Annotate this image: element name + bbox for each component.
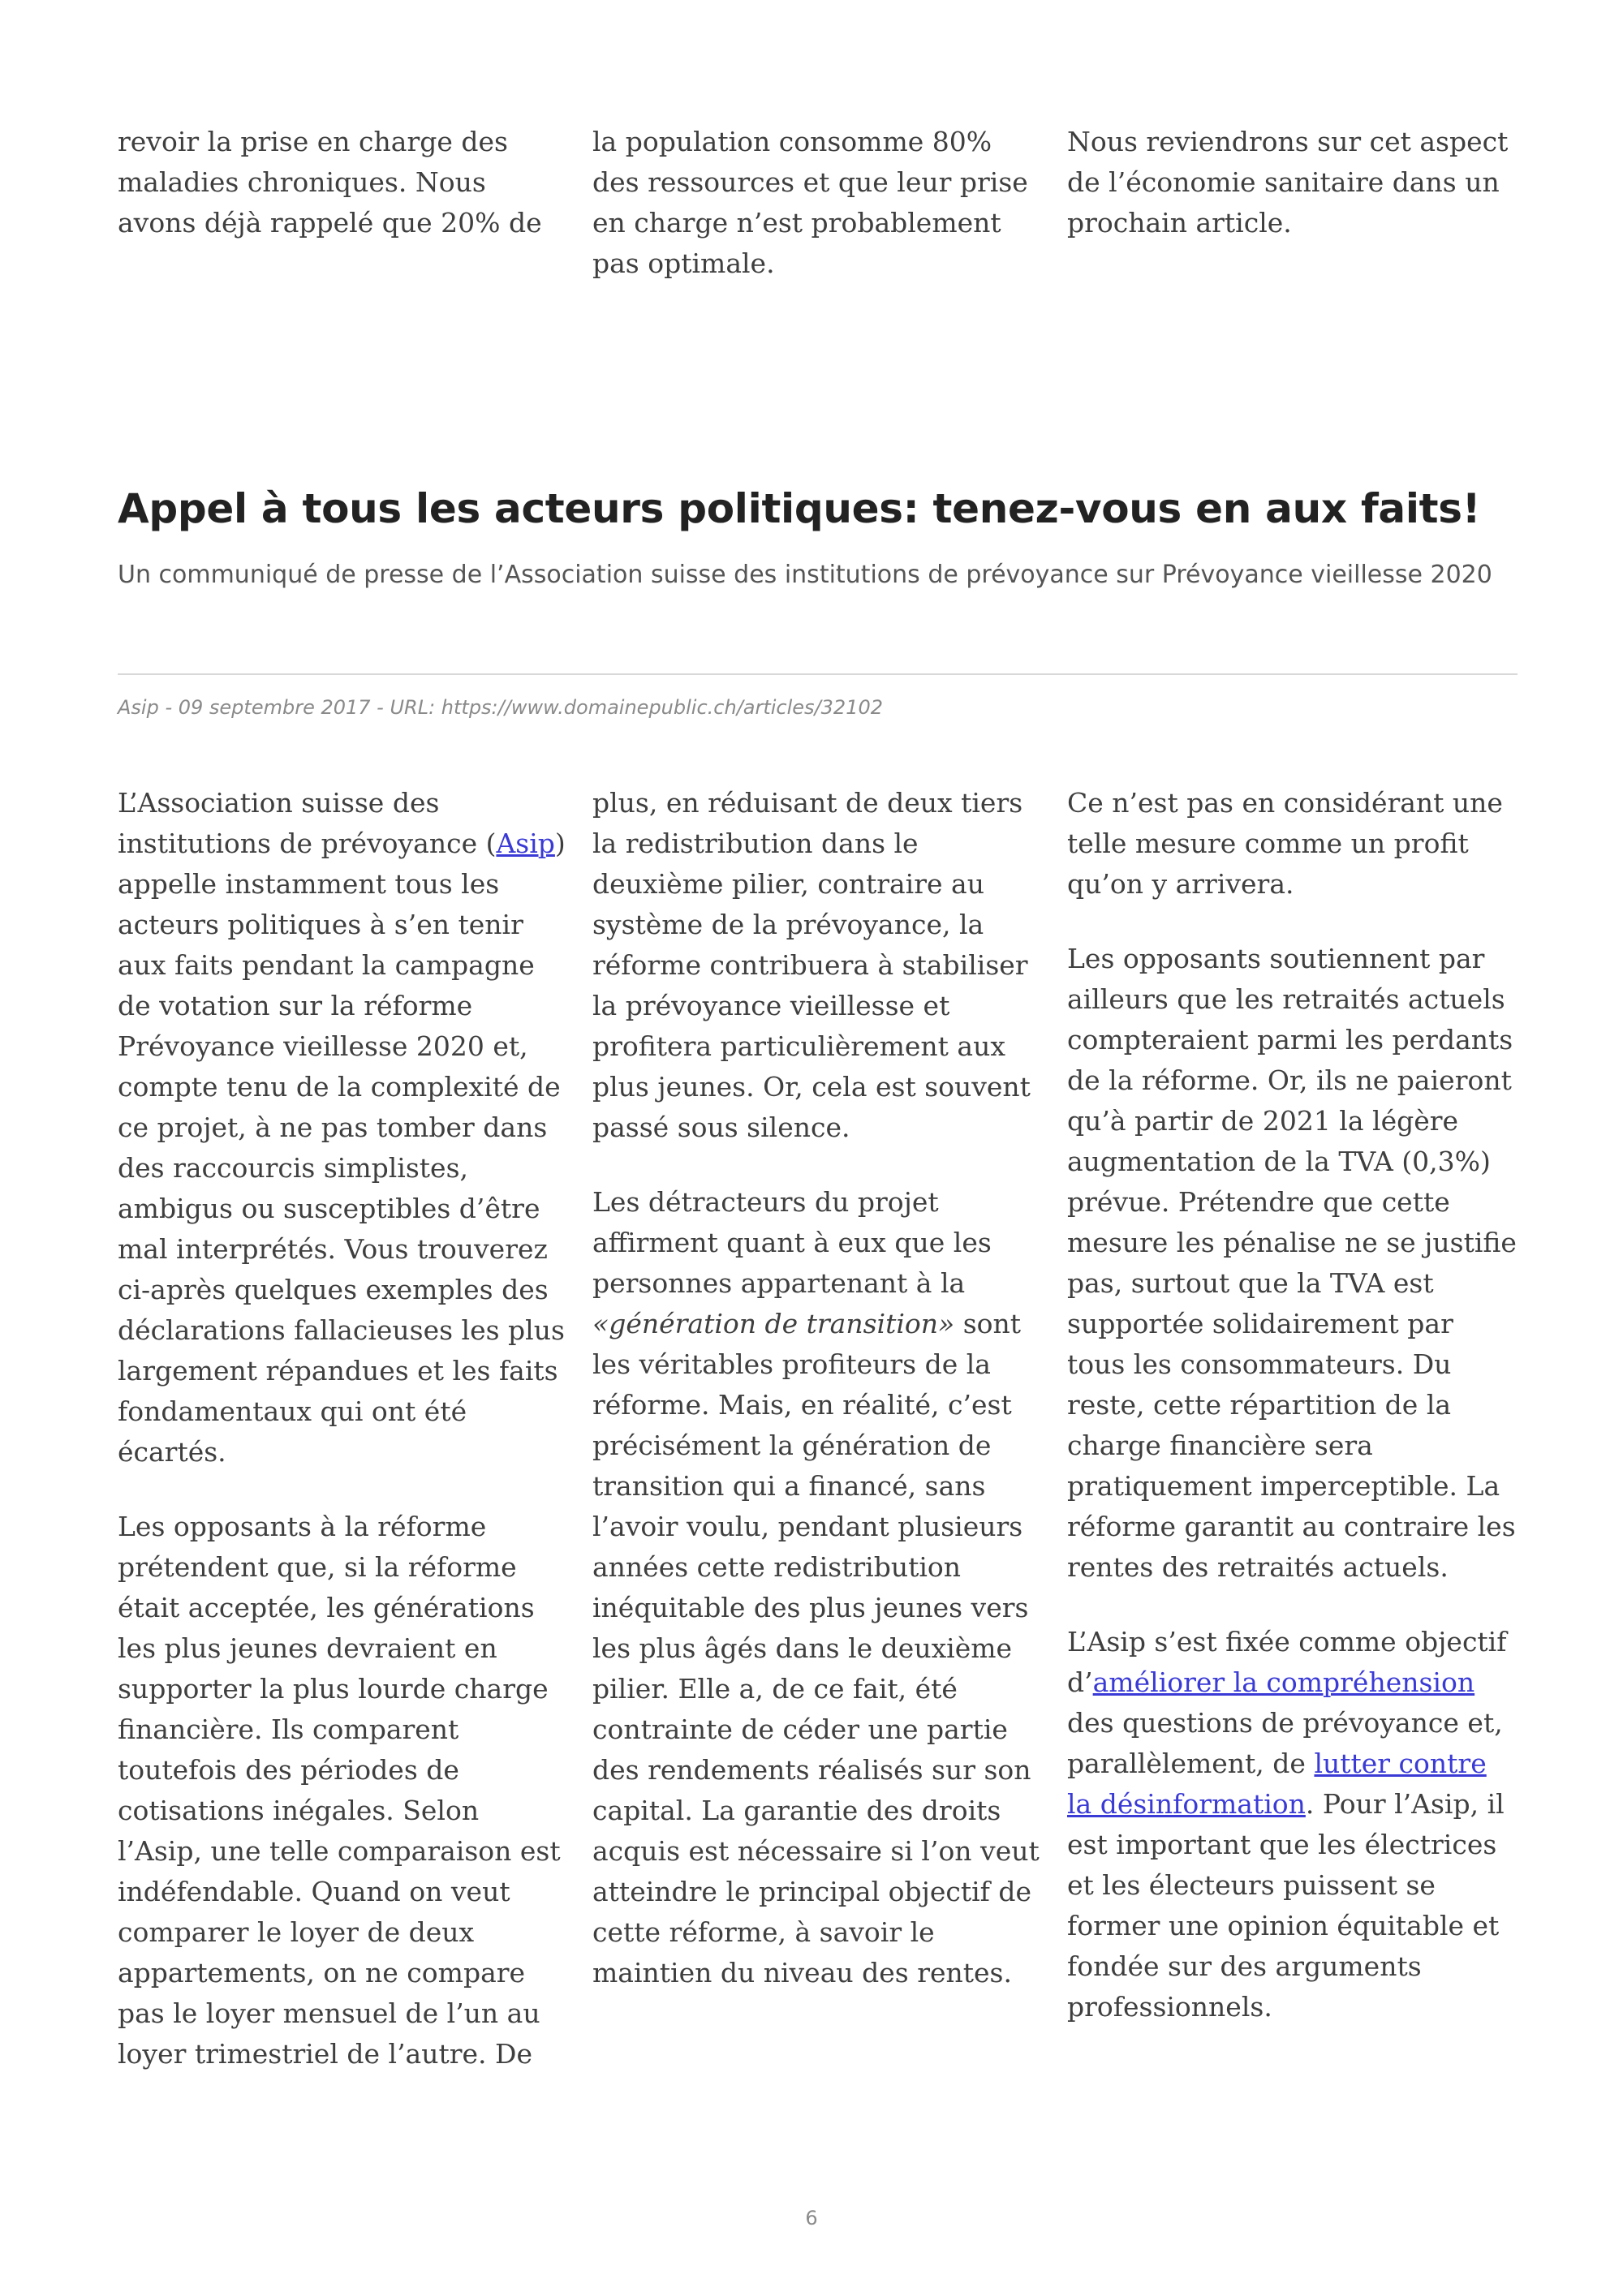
column-1 bbox=[118, 122, 568, 284]
paragraph: Ce n’est pas en considérant une telle mesure comme un profit qu’on y arrivera. bbox=[1067, 787, 1503, 900]
text-run: sont les véritables profiteurs de la réforme. Mais, en réalité, c’est précisément la génération de transition qui a financé, sans l’avoir voulu, pendant plusieurs années cette redistribution inéquitable des plus jeunes vers les plus âgés dans le deuxième pilier. Elle a, de ce fait, été contrainte de céder une partie des rendements réalisés sur son capital. La garantie des droits acquis est nécessaire si l’on veut atteindre le principal objectif de cette réforme, à savoir le maintien du niveau des rentes. bbox=[592, 1308, 1040, 1989]
previous-article-continuation bbox=[118, 122, 1518, 284]
text-run: Les détracteurs du projet affirment quant à eux que les personnes appartenant à la bbox=[592, 1186, 992, 1299]
text-run: L’Association suisse des institutions de prévoyance ( bbox=[118, 787, 497, 859]
article-subtitle: Un communiqué de presse de l’Association suisse des institutions de prévoyance sur Prévoyance vieillesse 2020 bbox=[118, 561, 1492, 589]
column-2 bbox=[592, 783, 1043, 2075]
column-1 bbox=[118, 783, 568, 2075]
paragraph: revoir la prise en charge des maladies chroniques. Nous avons déjà rappelé que 20% de bbox=[118, 126, 542, 239]
article-meta: Asip - 09 septembre 2017 - URL: https://www.domainepublic.ch/articles/32102 bbox=[118, 696, 883, 719]
paragraph: Les opposants soutiennent par ailleurs que les retraités actuels compteraient parmi les perdants de la réforme. Or, ils ne paieront qu’à partir de 2021 la légère augmentation de la TVA (0,3%) prévue. Prétendre que cette mesure les pénalise ne se justifie pas, surtout que la TVA est supportée solidairement par tous les consommateurs. Du reste, cette répartition de la charge financière sera pratiquement imperceptible. La réforme garantit au contraire les rentes des retraités actuels. bbox=[1067, 943, 1517, 1583]
paragraph: Nous reviendrons sur cet aspect de l’économie sanitaire dans un prochain article. bbox=[1067, 126, 1509, 239]
text-run: ) appelle instamment tous les acteurs politiques à s’en tenir aux faits pendant la campagne de votation sur la réforme Prévoyance vieillesse 2020 et, compte tenu de la complexité de ce projet, à ne pas tomber dans des raccourcis simplistes, ambigus ou susceptibles d’être mal interprétés. Vous trouverez ci-après quelques exemples des déclarations fallacieuses les plus largement répandues et les faits fondamentaux qui ont été écartés. bbox=[118, 828, 566, 1468]
lutter-desinformation-link[interactable]: lutter contre la désinformation bbox=[1067, 1748, 1487, 1820]
text-run: L’Asip s’est fixée comme objectif d’ bbox=[1067, 1626, 1507, 1698]
ameliorer-comprehension-link[interactable]: améliorer la compréhension bbox=[1092, 1666, 1475, 1698]
paragraph: plus, en réduisant de deux tiers la redistribution dans le deuxième pilier, contraire au système de la prévoyance, la réforme contribuera à stabiliser la prévoyance vieillesse et profitera particulièrement aux plus jeunes. Or, cela est souvent passé sous silence. bbox=[592, 787, 1031, 1143]
paragraph bbox=[592, 1182, 1043, 1993]
column-3 bbox=[1067, 783, 1518, 2075]
text-run: . Pour l’Asip, il est important que les électrices et les électeurs puissent se former une opinion équitable et fondée sur des arguments professionnels. bbox=[1067, 1788, 1505, 2023]
article-title: Appel à tous les acteurs politiques: tenez-vous en aux faits! bbox=[118, 485, 1481, 532]
asip-link[interactable]: Asip bbox=[496, 828, 555, 859]
text-run: des questions de prévoyance et, parallèlement, de bbox=[1067, 1707, 1503, 1779]
divider bbox=[118, 673, 1518, 675]
paragraph: Les opposants à la réforme prétendent que, si la réforme était acceptée, les générations les plus jeunes devraient en supporter la plus lourde charge financière. Ils comparent toutefois des périodes de cotisations inégales. Selon l’Asip, une telle comparaison est indéfendable. Quand on veut comparer le loyer de deux appartements, on ne compare pas le loyer mensuel de l’un au loyer trimestriel de l’autre. De bbox=[118, 1511, 561, 2070]
column-2 bbox=[592, 122, 1043, 284]
italic-text: «génération de transition» bbox=[592, 1308, 955, 1339]
column-3 bbox=[1067, 122, 1518, 284]
article-body bbox=[118, 783, 1518, 2075]
paragraph bbox=[118, 783, 568, 1473]
page-number: 6 bbox=[805, 2207, 818, 2229]
paragraph bbox=[1067, 1622, 1518, 2027]
paragraph: la population consomme 80% des ressources et que leur prise en charge n’est probablement pas optimale. bbox=[592, 126, 1028, 279]
